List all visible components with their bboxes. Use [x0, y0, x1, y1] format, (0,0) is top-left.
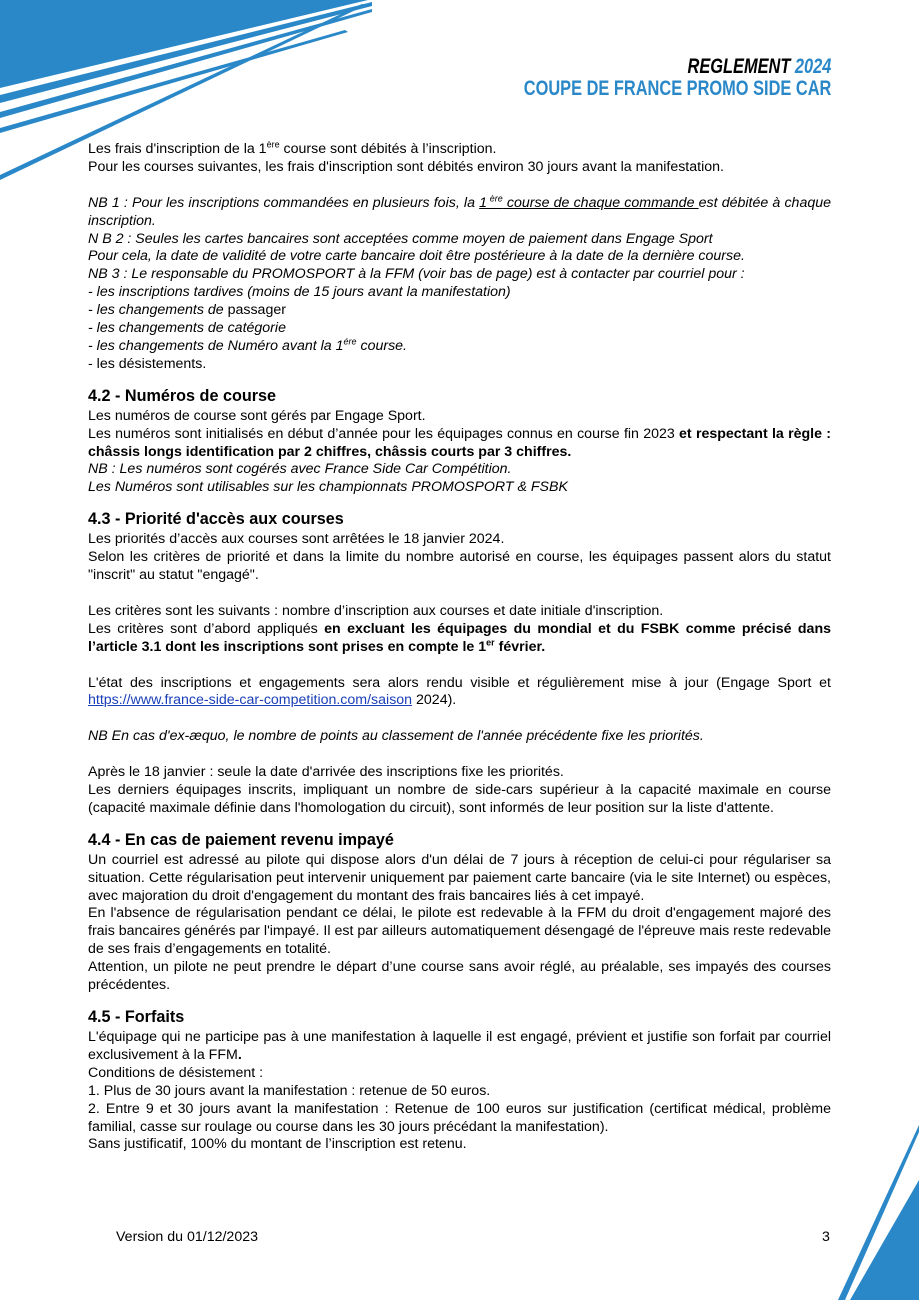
page-number: 3 — [822, 1229, 830, 1245]
nb2-paragraph: N B 2 : Seules les cartes bancaires sont acceptées comme moyen de paiement dans Engage Sport — [88, 230, 713, 247]
nb1-paragraph: NB 1 : Pour les inscriptions commandées en plusieurs fois, la 1 $^{ère}$ course de chaque commande est débitée à chaque inscription. — [88, 192, 832, 229]
s44-p3: Attention, un pilote ne peut prendre le départ d’une course sans avoir réglé, au préalable, ses impayés des courses précédentes. — [88, 959, 831, 994]
s43-p6: NB En cas d'ex-æquo, le nombre de points au classement de l'année précédente fixe les priorités. — [88, 728, 704, 745]
page-content — [88, 141, 831, 1154]
s45-p5: Sans justificatif, 100% du montant de l’inscription est retenu. — [88, 1136, 467, 1153]
nb2-continued: Pour cela, la date de validité de votre carte bancaire doit être postérieure à la date de la dernière course. — [88, 248, 745, 265]
s45-p4: 2. Entre 9 et 30 jours avant la manifestation : Retenue de 100 euros sur justification (certificat médical, problème familial, casse sur roulage ou course dans les 30 jours précédant la manifestation). — [88, 1100, 831, 1135]
s43-p4: Les critères sont d’abord appliqués en excluant les équipages du mondial et du FSBK comme précisé dans l’article 3.1 dont les inscriptions sont prises en compte le 1er février. — [88, 620, 832, 655]
list-item: - les changements de Numéro avant la $1^{ére}$ course. — [88, 336, 407, 354]
s42-p1: Les numéros de course sont gérés par Engage Sport. — [88, 407, 426, 424]
nb3-paragraph: NB 3 : Le responsable du PROMOSPORT à la FFM (voir bas de page) est à contacter par courriel pour : — [88, 266, 745, 283]
s45-p1: L'équipage qui ne participe pas à une manifestation à laquelle il est engagé, prévient et justifie son forfait par courriel exclusivement à la FFM. — [88, 1028, 831, 1063]
s42-p3: NB : Les numéros sont cogérés avec France Side Car Compétition. — [88, 461, 512, 478]
list-item: - les changements de passager — [88, 302, 286, 319]
s43-p7: Après le 18 janvier : seule la date d'arrivée des inscriptions fixe les priorités. — [88, 764, 564, 781]
s43-p5: L'état des inscriptions et engagements sera alors rendu visible et régulièrement mise à jour (Engage Sport et https://www.france-side-car-competition.com/saison 2024). — [88, 674, 831, 709]
s43-p3: Les critères sont les suivants : nombre d’inscription aux courses et date initiale d'inscription. — [88, 602, 664, 619]
s45-p2: Conditions de désistement : — [88, 1064, 264, 1081]
saison-link[interactable]: https://www.france-side-car-competition.com/saison — [88, 692, 413, 709]
list-item: - les désistements. — [88, 355, 207, 372]
s43-p1: Les priorités d’accès aux courses sont arrêtées le 18 janvier 2024. — [88, 531, 505, 548]
section-4-4-title: 4.4 - En cas de paiement revenu impayé — [88, 830, 394, 849]
intro-line-1: Les frais d'inscription de la 1ère course sont débités à l’inscription. — [88, 139, 497, 157]
s44-p1: Un courriel est adressé au pilote qui dispose alors d'un délai de 7 jours à réception de celui-ci pour régulariser sa situation. Cette régularisation peut intervenir uniquement par paiement carte bancaire (via le site Internet) ou espèces, avec majoration du droit d'engagement du montant des frais bancaires liés à cet impayé. — [88, 851, 831, 904]
header-reglement: REGLEMENT — [687, 55, 791, 78]
document-header — [523, 56, 831, 100]
s43-p2: Selon les critères de priorité et dans la limite du nombre autorisé en course, les équipages passent alors du statut "inscrit" au statut "engagé". — [88, 549, 831, 584]
s42-p4: Les Numéros sont utilisables sur les championnats PROMOSPORT & FSBK — [88, 479, 568, 496]
s45-p3: 1. Plus de 30 jours avant la manifestation : retenue de 50 euros. — [88, 1082, 491, 1099]
section-4-3-title: 4.3 - Priorité d'accès aux courses — [88, 510, 344, 529]
intro-line-2: Pour les courses suivantes, les frais d'inscription sont débités environ 30 jours avant la manifestation. — [88, 158, 724, 175]
section-4-5-title: 4.5 - Forfaits — [88, 1007, 185, 1026]
section-4-2-title: 4.2 - Numéros de course — [88, 386, 277, 405]
header-year: 2024 — [794, 55, 831, 78]
list-item: - les inscriptions tardives (moins de 15 jours avant la manifestation) — [88, 284, 511, 301]
s44-p2: En l'absence de régularisation pendant ce délai, le pilote est redevable à la FFM du droit d'engagement majoré des frais bancaires générés par l'impayé. Il est par ailleurs automatiquement désengagé de l'épreuve mais reste redevable de ses frais d’engagements en totalité. — [88, 905, 831, 958]
footer-version: Version du 01/12/2023 — [116, 1229, 258, 1245]
s42-p2: Les numéros sont initialisés en début d’année pour les équipages connus en course fin 2023 et respectant la règle : châssis longs identification par 2 chiffres, châssis courts par 3 chiffres. — [88, 425, 831, 460]
header-subtitle: COUPE DE FRANCE PROMO SIDE CAR — [523, 77, 831, 101]
list-item: - les changements de catégorie — [88, 320, 286, 337]
s43-p8: Les derniers équipages inscrits, impliquant un nombre de side-cars supérieur à la capacité maximale en course (capacité maximale définie dans l'homologation du circuit), sont informés de leur position sur la liste d'attente. — [88, 781, 831, 816]
